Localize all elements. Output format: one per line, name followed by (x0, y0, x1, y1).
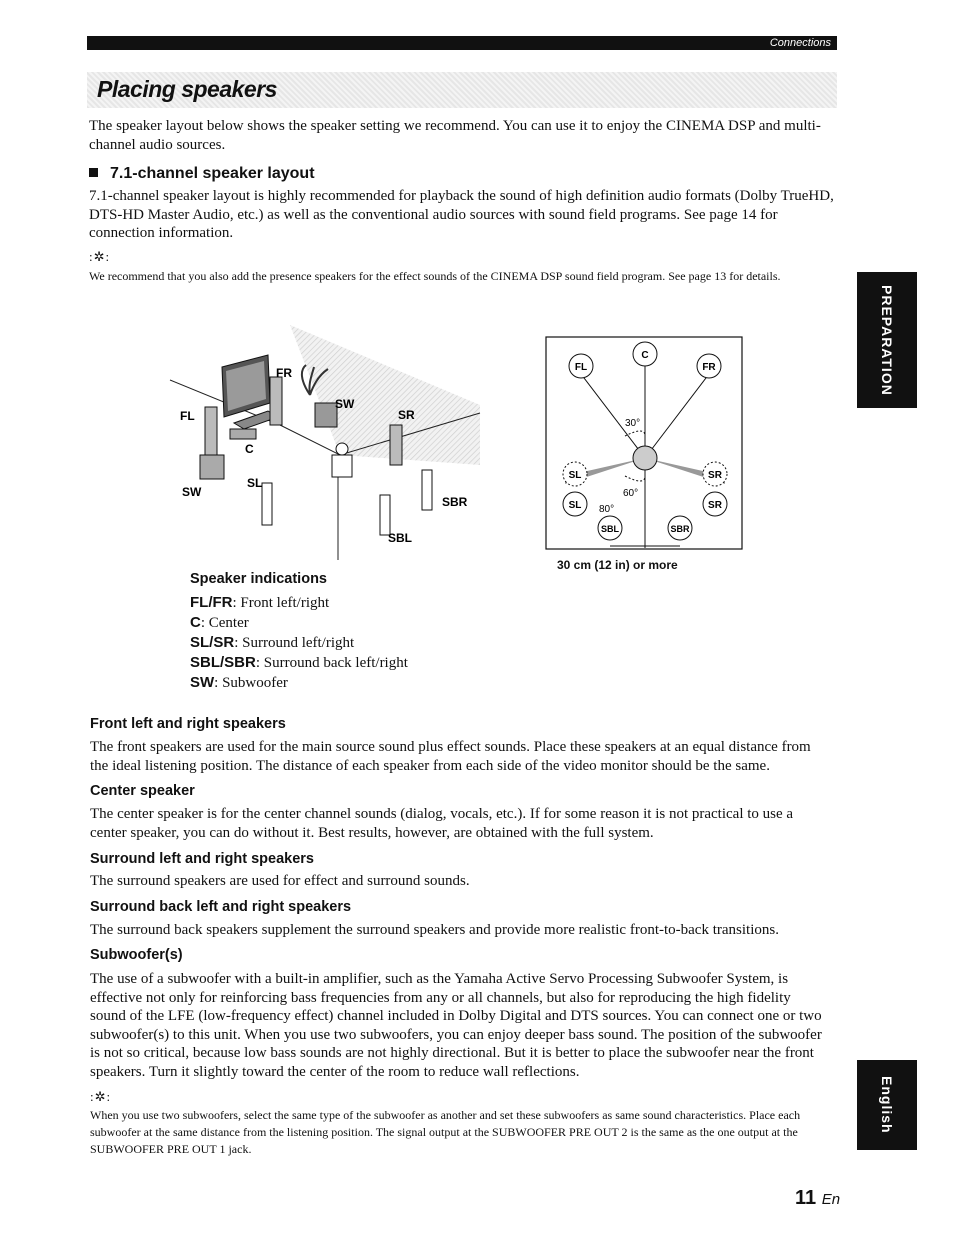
plan-label-sl: SL (568, 500, 582, 511)
sl-speaker-icon (262, 483, 272, 525)
label-sw: SW (182, 485, 202, 499)
subwoofer-heading: Subwoofer(s) (90, 947, 183, 963)
plan-label-sbl: SBL (601, 524, 619, 534)
legend-code: FL/FR (190, 594, 233, 611)
section-name: Connections (769, 37, 831, 49)
legend-text: : Front left/right (232, 595, 330, 611)
tip-icon: :✲: (89, 249, 111, 264)
plan-label-c: C (641, 350, 649, 361)
label-sbl: SBL (388, 531, 412, 545)
room-diagram (160, 325, 500, 560)
legend-code: C (190, 614, 201, 631)
subwoofer-tip: When you use two subwoofers, select the same type of the subwoofer as another and set these subwoofers as same sound characteristics. Place each subwoofer at the same distance from the listening position. The signal output at the SUBWOOFER PRE OUT 2 is the same as the one output at the SUBWOOFER PRE OUT 1 jack. (90, 1108, 801, 1156)
plan-label-fr: FR (702, 362, 716, 373)
legend-code: SL/SR (190, 634, 235, 651)
sw-speaker-icon (200, 455, 224, 479)
plan-diagram (545, 336, 745, 576)
label-fl: FL (180, 409, 195, 423)
label-sw-top: SW (335, 397, 355, 411)
plan-label-sr-dash: SR (708, 470, 722, 481)
intro-text: The speaker layout below shows the speaker setting we recommend. You can use it to enjoy the CINEMA DSP and multi-channel audio sources. (89, 118, 821, 153)
sw-top-speaker-icon (315, 403, 337, 427)
angle-60-label: 60° (623, 488, 639, 499)
angle-80-label: 80° (599, 504, 615, 515)
surround-back-heading: Surround back left and right speakers (90, 899, 352, 915)
page-number (795, 1187, 840, 1210)
legend-code: SW (190, 674, 215, 691)
label-c: C (245, 442, 254, 456)
subwoofer-body: The use of a subwoofer with a built-in amplifier, such as the Yamaha Active Servo Processing Subwoofer System, is effective not only for reinforcing bass frequencies from any or all channels, but also for reproducing the high fidelity sound of the LFE (low-frequency effect) channel included in Dolby Digital and DTS sources. You can connect one or two subwoofer(s) to this unit. When you use two subwoofers, you can enjoy deeper bass sound. The position of the subwoofer is not so critical, because low bass sounds are not highly directional. But it is better to place the subwoofer near the front speakers. Turn it slightly toward the center of the room to reduce wall reflections. (90, 971, 822, 1080)
legend-text: : Surround back left/right (255, 655, 408, 671)
fl-speaker-icon (205, 407, 217, 455)
page-title: Placing speakers (97, 76, 277, 102)
center-heading: Center speaker (90, 783, 195, 799)
layout-body: 7.1-channel speaker layout is highly recommended for playback the sound of high definition audio formats (Dolby TrueHD, DTS-HD Master Audio, etc.) as well as the conventional audio sources with sound field programs. See page 14 for connection information. (89, 188, 834, 241)
layout-heading (89, 165, 839, 183)
surround-body: The surround speakers are used for effect and surround sounds. (90, 873, 470, 889)
front-body: The front speakers are used for the main source sound plus effect sounds. Place these speakers at an equal distance from the ideal listening position. The distance of each speaker from each side of the video monitor should be the same. (90, 739, 811, 774)
legend-text: : Center (200, 615, 249, 631)
legend-item (190, 633, 408, 653)
page-number-value: 11 (795, 1187, 817, 1209)
page-lang: En (821, 1191, 841, 1208)
plan-caption: 30 cm (12 in) or more (557, 558, 678, 572)
sbl-speaker-icon (380, 495, 390, 535)
section-header-bar (87, 36, 837, 50)
sbr-speaker-icon (422, 470, 432, 510)
surround-heading: Surround left and right speakers (90, 851, 314, 867)
legend-text: : Surround left/right (234, 635, 355, 651)
legend-item (190, 593, 408, 613)
speaker-legend (190, 571, 408, 693)
surround-back-body: The surround back speakers supplement the surround speakers and provide more realistic front-to-back transitions. (90, 922, 779, 938)
legend-item (190, 653, 408, 673)
label-fr: FR (276, 366, 292, 380)
layout-heading-text: 7.1-channel speaker layout (110, 165, 315, 182)
plan-label-fl: FL (574, 362, 588, 373)
fr-speaker-icon (270, 377, 282, 425)
legend-title: Speaker indications (190, 571, 327, 587)
sr-speaker-icon (390, 425, 402, 465)
center-body: The center speaker is for the center channel sounds (dialog, vocals, etc.). If for some reason it is not practical to use a center speaker, you can do without it. Best results, however, are obtained with the full system. (90, 806, 794, 841)
side-tab-english[interactable]: English (857, 1060, 917, 1150)
title-bar (87, 72, 837, 108)
tip-icon: :✲: (90, 1089, 112, 1104)
listener-icon (633, 446, 657, 470)
label-sl: SL (247, 476, 263, 490)
legend-text: : Subwoofer (214, 675, 288, 691)
legend-code: SBL/SBR (190, 654, 256, 671)
bullet-square-icon (89, 168, 98, 177)
legend-item (190, 673, 408, 693)
layout-tip: We recommend that you also add the presence speakers for the effect sounds of the CINEMA DSP sound field program. See page 13 for details. (89, 269, 781, 283)
center-speaker-icon (230, 429, 256, 439)
legend-item (190, 613, 408, 633)
label-sbr: SBR (442, 495, 468, 509)
plan-label-sbr: SBR (670, 524, 690, 534)
plan-label-sr: SR (708, 500, 722, 511)
front-heading: Front left and right speakers (90, 716, 286, 732)
angle-30-label: 30° (625, 418, 641, 429)
side-tab-preparation[interactable]: PREPARATION (857, 272, 917, 408)
plan-label-sl-dash: SL (568, 470, 582, 481)
label-sr: SR (398, 408, 415, 422)
